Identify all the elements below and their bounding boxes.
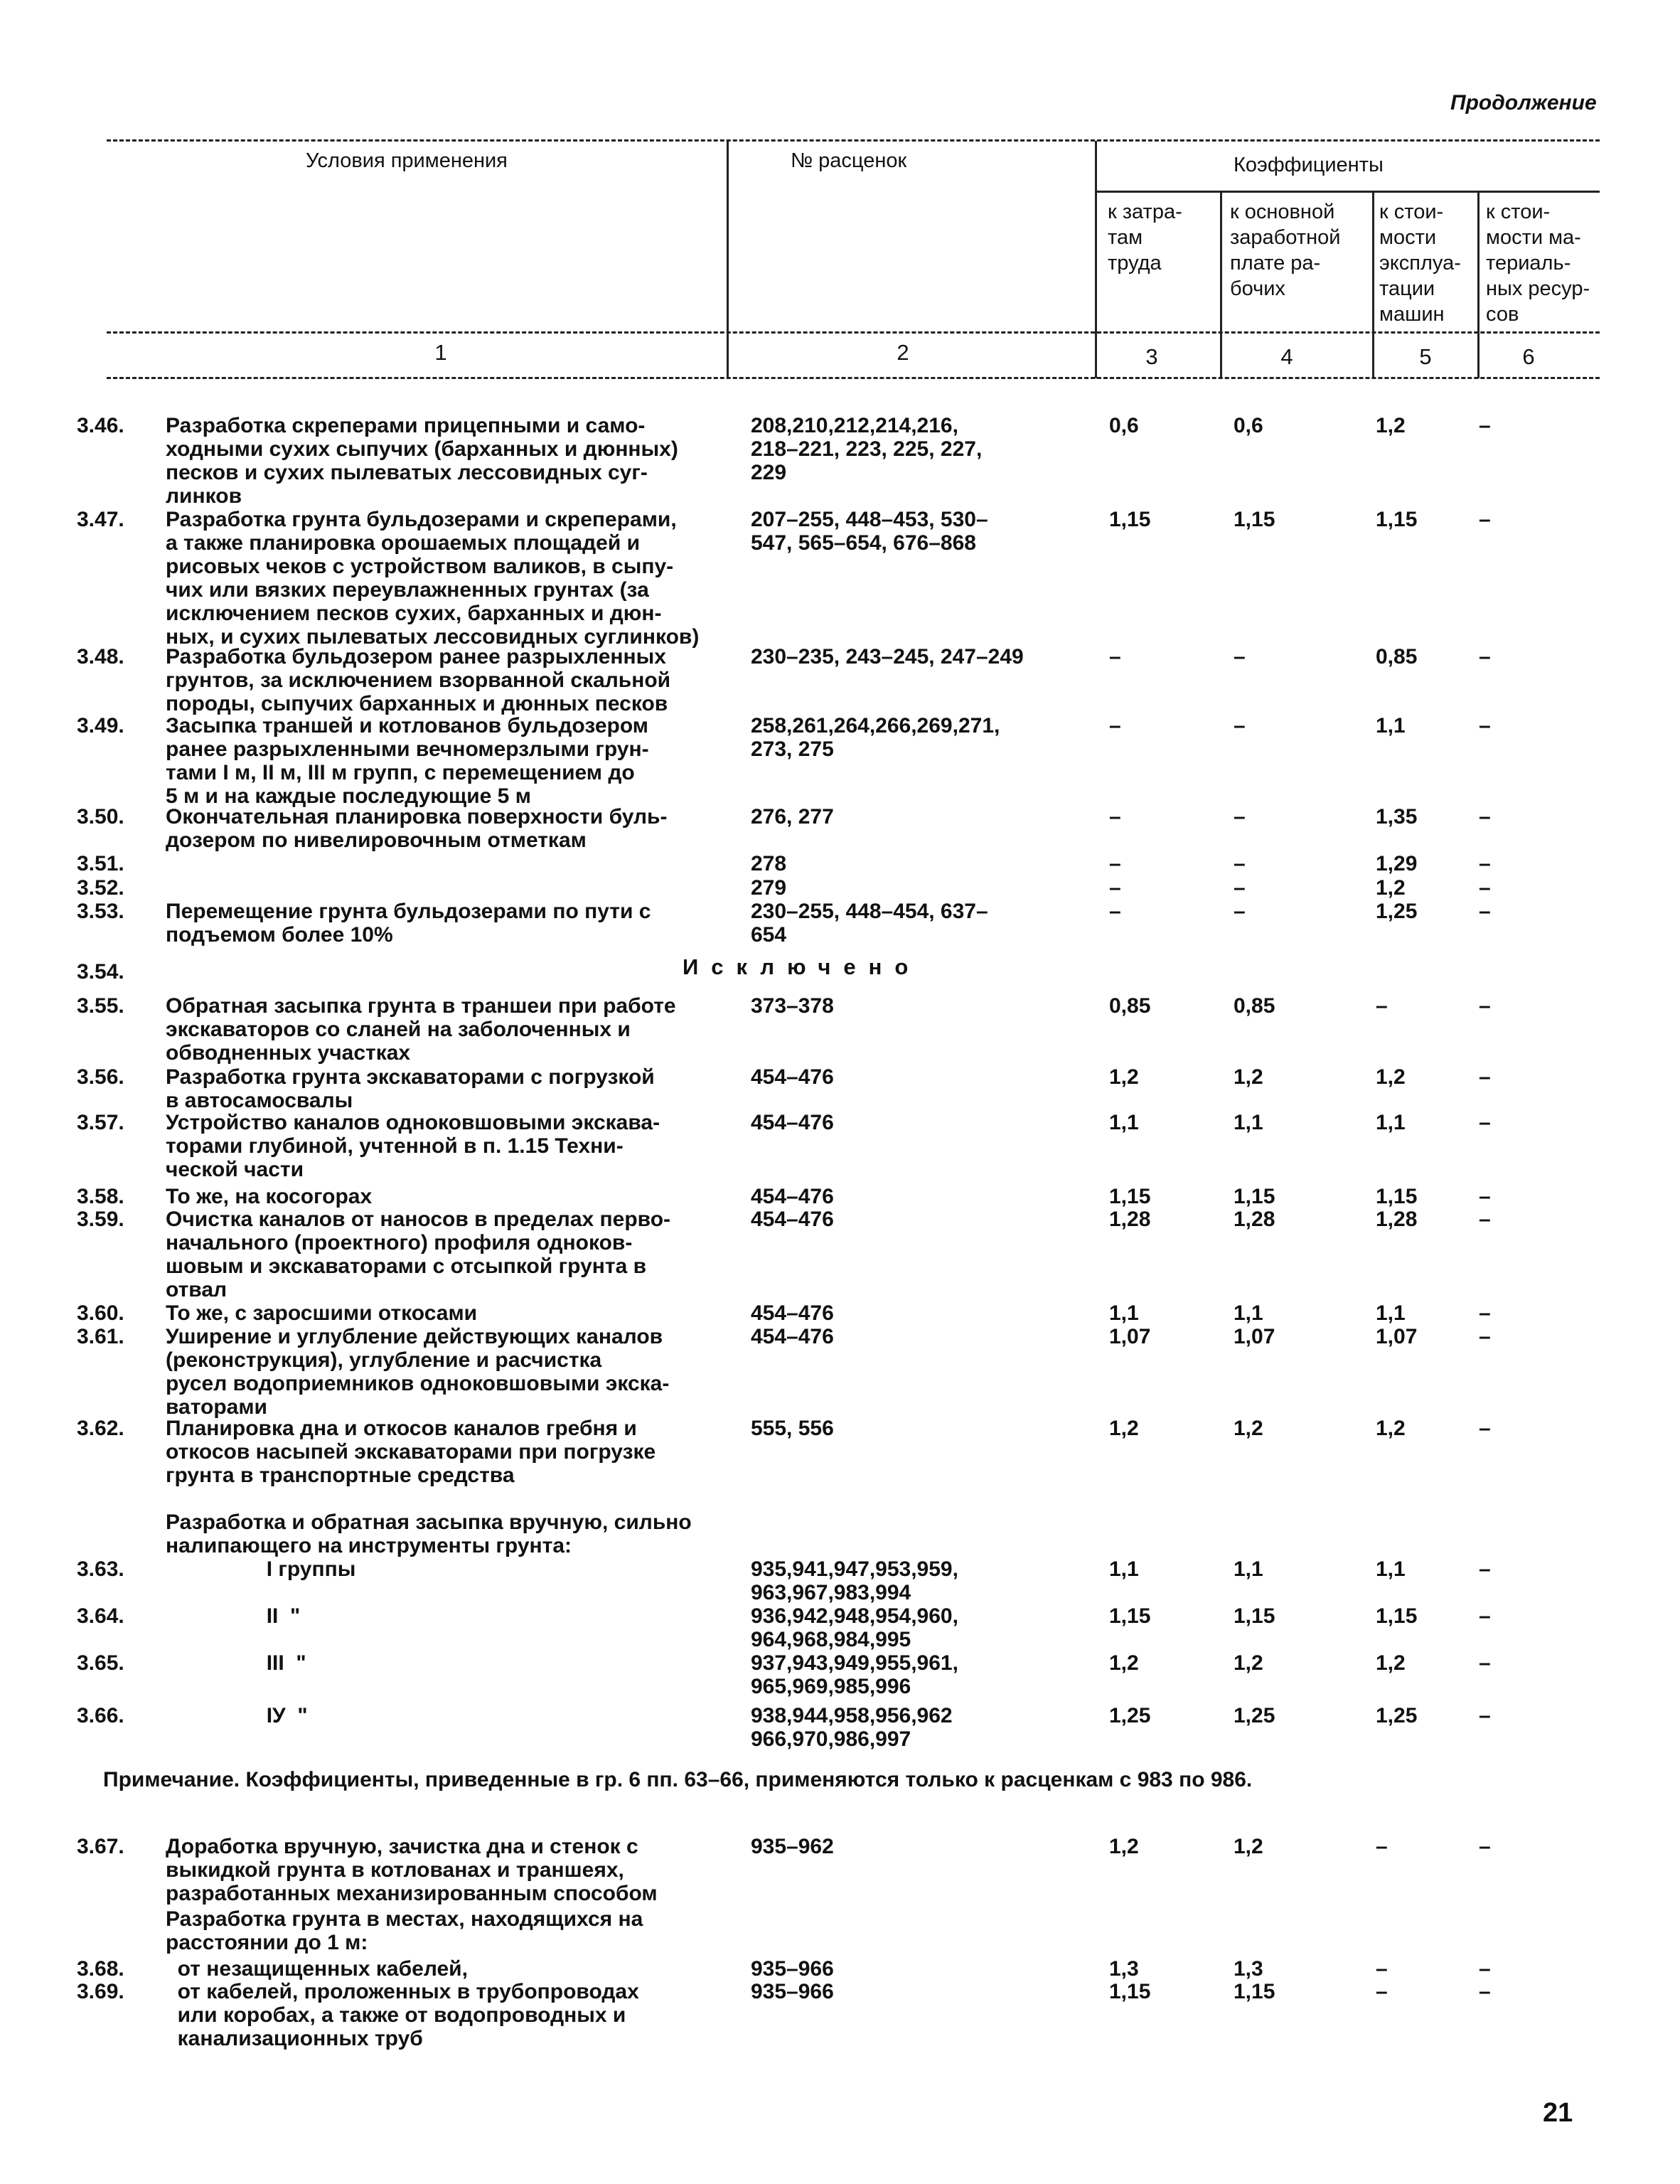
row-number: 3.49.: [77, 714, 124, 737]
row-k-materials: –: [1479, 1651, 1491, 1675]
row-rate-numbers: 555, 556: [751, 1417, 834, 1440]
row-k-machines: 1,2: [1376, 1651, 1406, 1675]
row-condition: Устройство каналов одноковшовыми экскава- торами глубиной, учтенной в п. 1.15 Техни- ческой части: [166, 1111, 660, 1181]
row-rate-numbers: 935,941,947,953,959, 963,967,983,994: [751, 1557, 958, 1604]
row-k-wage: 1,2: [1234, 1065, 1263, 1089]
row-k-materials: –: [1479, 714, 1491, 737]
col-divider-2: [1095, 141, 1097, 378]
col-number-6: 6: [1522, 344, 1535, 369]
col-number-3: 3: [1145, 344, 1158, 369]
row-k-labor: –: [1109, 852, 1121, 875]
row-k-machines: 1,2: [1376, 1065, 1406, 1089]
row-k-machines: 1,15: [1376, 1604, 1418, 1628]
row-k-labor: 1,2: [1109, 1417, 1139, 1440]
row-k-wage: –: [1234, 852, 1246, 875]
row-k-labor: 1,15: [1109, 1185, 1151, 1208]
row-k-wage: 1,15: [1234, 1604, 1275, 1628]
row-number: 3.55.: [77, 994, 124, 1018]
row-number: 3.60.: [77, 1301, 124, 1325]
header-k-wage: к основной заработной плате ра- бочих: [1230, 201, 1341, 300]
row-k-materials: –: [1479, 1557, 1491, 1581]
header-coefficients: Коэффициенты: [1234, 154, 1384, 176]
row-k-materials: –: [1479, 805, 1491, 829]
row-k-machines: 1,15: [1376, 1185, 1418, 1208]
row-condition: Окончательная планировка поверхности буль- дозером по нивелировочным отметкам: [166, 805, 668, 852]
row-condition: II ": [166, 1604, 301, 1628]
row-rate-numbers: 454–476: [751, 1208, 834, 1231]
row-condition: Разработка бульдозером ранее разрыхленных грунтов, за исключением взорванной скальной породы, сыпучих барханных и дюнных песков: [166, 645, 671, 715]
row-k-labor: 1,2: [1109, 1835, 1139, 1858]
row-condition: от кабелей, проложенных в трубопроводах или коробах, а также от водопроводных и канализационных труб: [177, 1980, 639, 2050]
row-rate-numbers: 208,210,212,214,216, 218–221, 223, 225, 227, 229: [751, 414, 983, 484]
row-condition: Засыпка траншей и котлованов бульдозером ранее разрыхленными вечномерзлыми грун- тами I м, II м, III м групп, с перемещением до 5 м и на каждые последующие 5 м: [166, 714, 649, 808]
row-k-labor: 1,28: [1109, 1208, 1151, 1231]
row-k-wage: –: [1234, 876, 1246, 900]
row-k-wage: –: [1234, 900, 1246, 923]
row-rate-numbers: 935–962: [751, 1835, 834, 1858]
col-divider-5: [1477, 192, 1480, 378]
row-condition: Разработка и обратная засыпка вручную, сильно налипающего на инструменты грунта:: [166, 1511, 692, 1557]
header-rates: № расценок: [791, 149, 907, 172]
row-rate-numbers: 373–378: [751, 994, 834, 1018]
row-number: 3.64.: [77, 1604, 124, 1628]
row-k-machines: 1,25: [1376, 900, 1418, 923]
row-k-machines: –: [1376, 994, 1388, 1018]
col-divider-1: [727, 141, 729, 378]
row-k-machines: 1,1: [1376, 1557, 1406, 1581]
row-number: 3.48.: [77, 645, 124, 668]
row-k-machines: 1,28: [1376, 1208, 1418, 1231]
row-k-labor: –: [1109, 714, 1121, 737]
header-k-labor: к затра- там труда: [1108, 201, 1182, 275]
row-k-materials: –: [1479, 1208, 1491, 1231]
row-k-machines: 1,07: [1376, 1325, 1418, 1348]
row-condition: Разработка скреперами прицепными и само- ходными сухих сыпучих (барханных и дюнных) песков и сухих пылеватых лессовидных суг- линков: [166, 414, 678, 508]
row-rate-numbers: 278: [751, 852, 787, 875]
row-condition: I группы: [166, 1557, 356, 1581]
row-k-materials: –: [1479, 1301, 1491, 1325]
row-rate-numbers: 454–476: [751, 1301, 834, 1325]
row-k-materials: –: [1479, 852, 1491, 875]
row-k-materials: –: [1479, 1704, 1491, 1727]
row-number: 3.47.: [77, 508, 124, 531]
row-k-wage: 1,25: [1234, 1704, 1275, 1727]
row-rate-numbers: 230–255, 448–454, 637– 654: [751, 900, 988, 947]
row-k-machines: –: [1376, 1980, 1388, 2003]
row-condition: Планировка дна и откосов каналов гребня и откосов насыпей экскаваторами при погрузке грунта в транспортные средства: [166, 1417, 656, 1487]
continuation-label: Продолжение: [1450, 91, 1597, 114]
row-condition: Обратная засыпка грунта в траншеи при работе экскаваторов со сланей на заболоченных и обводненных участках: [166, 994, 676, 1065]
row-number: 3.59.: [77, 1208, 124, 1231]
row-k-wage: 1,1: [1234, 1557, 1263, 1581]
row-k-wage: –: [1234, 714, 1246, 737]
row-condition: Доработка вручную, зачистка дна и стенок с выкидкой грунта в котлованах и траншеях, разработанных механизированным способом: [166, 1835, 658, 1905]
row-rate-numbers: 279: [751, 876, 787, 900]
row-number: 3.63.: [77, 1557, 124, 1581]
row-number: 3.62.: [77, 1417, 124, 1440]
col-divider-4: [1372, 192, 1374, 378]
row-k-materials: –: [1479, 1980, 1491, 2003]
row-condition: Уширение и углубление действующих каналов (реконструкция), углубление и расчистка русел водоприемников одноковшовыми экска- ваторами: [166, 1325, 670, 1419]
row-k-machines: –: [1376, 1835, 1388, 1858]
row-number: 3.54.: [77, 960, 124, 984]
row-rate-numbers: 454–476: [751, 1325, 834, 1348]
header-mid-rule: [107, 331, 1600, 334]
row-k-machines: 1,2: [1376, 1417, 1406, 1440]
page-number: 21: [1543, 2098, 1573, 2128]
row-k-materials: –: [1479, 876, 1491, 900]
row-k-materials: –: [1479, 508, 1491, 531]
row-number: 3.68.: [77, 1957, 124, 1981]
row-k-wage: 1,2: [1234, 1417, 1263, 1440]
row-k-materials: –: [1479, 900, 1491, 923]
row-k-wage: –: [1234, 805, 1246, 829]
row-k-labor: 0,85: [1109, 994, 1151, 1018]
row-number: 3.69.: [77, 1980, 124, 2003]
row-condition: Разработка грунта бульдозерами и скреперами, а также планировка орошаемых площадей и рисовых чеков с устройством валиков, в сыпу- чих или вязких переувлажненных грунтах (за исключением песков сухих, барханных и дюн- ных, и сухих пылеватых лессовидных суглинков): [166, 508, 700, 649]
row-k-machines: 1,1: [1376, 714, 1406, 737]
col-number-2: 2: [897, 340, 909, 365]
row-k-wage: –: [1234, 645, 1246, 668]
row-k-wage: 1,2: [1234, 1651, 1263, 1675]
row-k-wage: 1,15: [1234, 1980, 1275, 2003]
row-k-machines: 1,29: [1376, 852, 1418, 875]
row-k-wage: 1,15: [1234, 1185, 1275, 1208]
row-k-machines: 0,85: [1376, 645, 1418, 668]
row-k-labor: 1,1: [1109, 1557, 1139, 1581]
col-divider-3: [1220, 192, 1222, 378]
row-rate-numbers: 454–476: [751, 1065, 834, 1089]
row-number: 3.57.: [77, 1111, 124, 1134]
excluded-label: Исключено: [683, 954, 921, 979]
row-k-labor: –: [1109, 900, 1121, 923]
col-number-4: 4: [1280, 344, 1293, 369]
row-k-wage: 1,1: [1234, 1301, 1263, 1325]
row-k-wage: 0,85: [1234, 994, 1275, 1018]
row-k-materials: –: [1479, 994, 1491, 1018]
row-k-wage: 0,6: [1234, 414, 1263, 437]
row-k-labor: 1,25: [1109, 1704, 1151, 1727]
row-condition: Очистка каналов от наносов в пределах перво- начального (проектного) профиля одноков- шовым и экскаваторами с отсыпкой грунта в отвал: [166, 1208, 671, 1301]
row-number: 3.51.: [77, 852, 124, 875]
row-k-labor: 1,1: [1109, 1301, 1139, 1325]
row-rate-numbers: 454–476: [751, 1185, 834, 1208]
row-rate-numbers: 454–476: [751, 1111, 834, 1134]
row-k-labor: 1,15: [1109, 1980, 1151, 2003]
row-number: 3.67.: [77, 1835, 124, 1858]
row-condition: Перемещение грунта бульдозерами по пути с подъемом более 10%: [166, 900, 651, 947]
row-condition: То же, на косогорах: [166, 1185, 373, 1208]
row-k-materials: –: [1479, 645, 1491, 668]
header-conditions: Условия применения: [306, 149, 508, 172]
row-k-materials: –: [1479, 1065, 1491, 1089]
row-k-labor: 1,1: [1109, 1111, 1139, 1134]
row-k-materials: –: [1479, 414, 1491, 437]
row-k-machines: 1,2: [1376, 876, 1406, 900]
row-k-machines: 1,25: [1376, 1704, 1418, 1727]
row-k-wage: 1,28: [1234, 1208, 1275, 1231]
row-k-wage: 1,15: [1234, 508, 1275, 531]
row-k-materials: –: [1479, 1325, 1491, 1348]
header-bottom-rule: [107, 377, 1600, 379]
row-rate-numbers: 936,942,948,954,960, 964,968,984,995: [751, 1604, 958, 1651]
row-k-labor: 1,07: [1109, 1325, 1151, 1348]
row-k-machines: 1,1: [1376, 1111, 1406, 1134]
row-rate-numbers: 935–966: [751, 1980, 834, 2003]
row-number: 3.61.: [77, 1325, 124, 1348]
row-rate-numbers: 276, 277: [751, 805, 834, 829]
row-k-labor: –: [1109, 876, 1121, 900]
row-rate-numbers: 935–966: [751, 1957, 834, 1981]
row-rate-numbers: 207–255, 448–453, 530– 547, 565–654, 676–868: [751, 508, 988, 555]
row-k-labor: –: [1109, 645, 1121, 668]
coef-subheader-rule: [1095, 191, 1600, 193]
row-k-materials: –: [1479, 1417, 1491, 1440]
row-k-materials: –: [1479, 1185, 1491, 1208]
row-k-machines: –: [1376, 1957, 1388, 1981]
header-k-machines: к стои- мости эксплуа- тации машин: [1379, 201, 1461, 326]
row-number: 3.56.: [77, 1065, 124, 1089]
row-k-machines: 1,2: [1376, 414, 1406, 437]
row-condition: III ": [166, 1651, 306, 1675]
row-k-materials: –: [1479, 1604, 1491, 1628]
row-k-labor: 1,2: [1109, 1065, 1139, 1089]
row-condition: от незащищенных кабелей,: [166, 1957, 468, 1981]
table-note: Примечание. Коэффициенты, приведенные в гр. 6 пп. 63–66, применяются только к расценкам с 983 по 986.: [103, 1768, 1253, 1791]
row-k-labor: 0,6: [1109, 414, 1139, 437]
header-top-rule: [107, 139, 1600, 142]
row-k-labor: 1,3: [1109, 1957, 1139, 1981]
row-k-materials: –: [1479, 1957, 1491, 1981]
row-number: 3.52.: [77, 876, 124, 900]
row-rate-numbers: 938,944,958,956,962 966,970,986,997: [751, 1704, 953, 1751]
row-k-wage: 1,3: [1234, 1957, 1263, 1981]
col-number-5: 5: [1419, 344, 1432, 369]
row-k-wage: 1,07: [1234, 1325, 1275, 1348]
row-rate-numbers: 937,943,949,955,961, 965,969,985,996: [751, 1651, 958, 1698]
row-number: 3.46.: [77, 414, 124, 437]
row-k-labor: 1,2: [1109, 1651, 1139, 1675]
row-number: 3.66.: [77, 1704, 124, 1727]
row-k-labor: 1,15: [1109, 1604, 1151, 1628]
row-k-materials: –: [1479, 1111, 1491, 1134]
row-number: 3.65.: [77, 1651, 124, 1675]
row-condition: Разработка грунта экскаваторами с погрузкой в автосамосвалы: [166, 1065, 655, 1112]
row-k-wage: 1,1: [1234, 1111, 1263, 1134]
row-k-labor: –: [1109, 805, 1121, 829]
row-rate-numbers: 258,261,264,266,269,271, 273, 275: [751, 714, 1000, 761]
row-k-labor: 1,15: [1109, 508, 1151, 531]
row-k-wage: 1,2: [1234, 1835, 1263, 1858]
row-k-machines: 1,15: [1376, 508, 1418, 531]
row-condition: IУ ": [166, 1704, 308, 1727]
row-k-machines: 1,1: [1376, 1301, 1406, 1325]
row-rate-numbers: 230–235, 243–245, 247–249: [751, 645, 1024, 668]
row-k-machines: 1,35: [1376, 805, 1418, 829]
row-condition: Разработка грунта в местах, находящихся на расстоянии до 1 м:: [166, 1907, 643, 1954]
row-number: 3.58.: [77, 1185, 124, 1208]
col-number-1: 1: [434, 340, 447, 365]
row-number: 3.50.: [77, 805, 124, 829]
header-k-materials: к стои- мости ма- териаль- ных ресур- сов: [1486, 201, 1590, 326]
row-k-materials: –: [1479, 1835, 1491, 1858]
row-condition: То же, с заросшими откосами: [166, 1301, 478, 1325]
row-number: 3.53.: [77, 900, 124, 923]
